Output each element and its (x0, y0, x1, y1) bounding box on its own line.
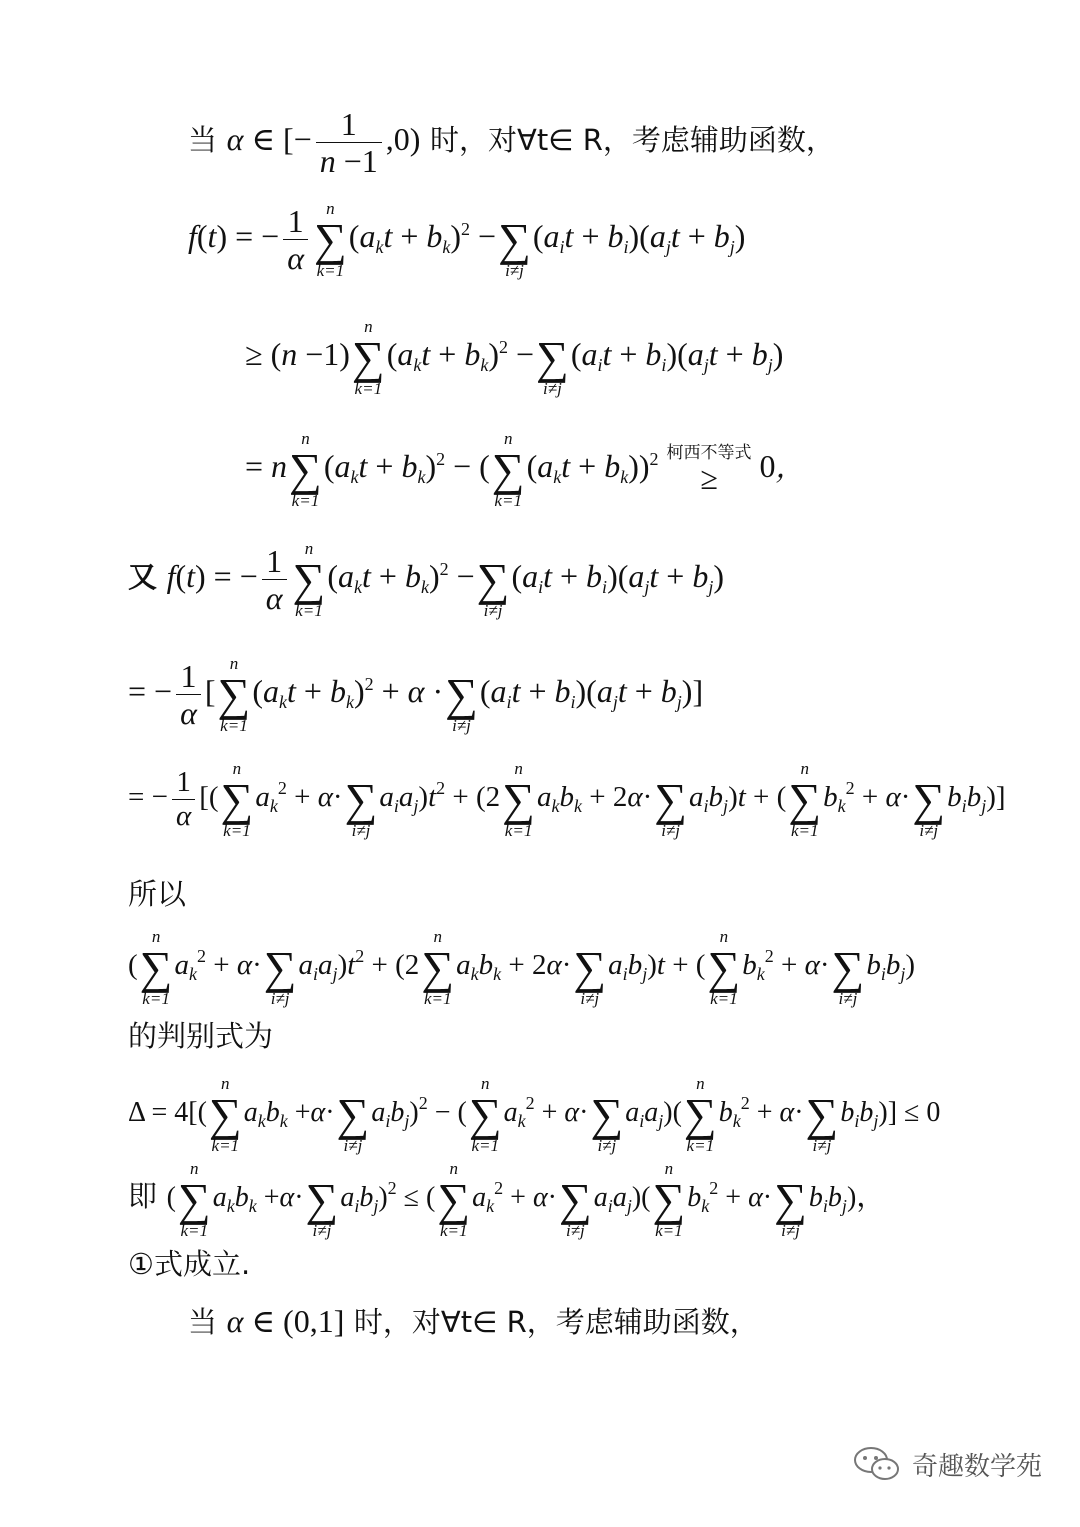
formula-quadratic: ( n ∑ k=1 $a_k^2 + \alpha\cdot$ ∑ i≠j $a_ia_j)t^2 + (2$ n ∑ k=1 $a_kb_k + 2\alpha\cdot$ ∑ i≠j $a_ib_j)t$ + ( n ∑ k=1 $b_k^2 + \alpha\cdot$ ∑ i≠j $b_ib_j$) (128, 927, 916, 1008)
line-5 (128, 540, 724, 619)
line-14-suffix: 时，对∀t∈ R，考虑辅助函数， (353, 1305, 759, 1339)
line-3 (245, 318, 783, 397)
watermark-text: 奇趣数学苑 (912, 1451, 1043, 1482)
line-5-prefix: 又 (128, 560, 158, 595)
formula-cauchy-step: = n n ∑ k=1 $(a_kt + b_k)^2$ − ( n ∑ k=1 $(a_kt + b_k))^2$ 柯西不等式 ≥ 0， (245, 429, 805, 510)
formula-f-definition: f(t) = − $\frac{1}{\alpha}$ n ∑ k=1 $(a_kt + b_k)^2$ − ∑ i≠j $(a_it + b_i)(a_jt + b_j)$ (188, 199, 746, 280)
line-11 (128, 1075, 940, 1154)
watermark (852, 1440, 1042, 1488)
line-9 (128, 928, 915, 1007)
formula-f-restated: f(t) = − $\frac{1}{\alpha}$ n ∑ k=1 $(a_kt + b_k)^2$ − ∑ i≠j $(a_it + b_i)(a_jt + b_j)$ (166, 539, 724, 620)
line-1-prefix: 当 (188, 122, 218, 157)
line-10: 的判别式为 (128, 1019, 274, 1053)
line-8: 所以 (128, 877, 187, 911)
line-12 (128, 1160, 885, 1239)
line-6 (128, 655, 703, 734)
line-2 (188, 200, 745, 279)
formula-factored: = − $\frac{1}{\alpha}$ [ n ∑ k=1 $(a_kt + b_k)^2 + \alpha$ · ∑ i≠j $(a_it + b_i)(a_jt + b_j)$] (128, 654, 704, 735)
formula-discriminant: Δ = 4[( n ∑ k=1 $a_kb_k +\alpha\cdot$ ∑ i≠j $a_ib_j)^2$ − ( n ∑ k=1 $a_k^2 + \alpha\cdot$ ∑ i≠j $a_ia_j$)( n ∑ k=1 $b_k^2 + \alpha\cdot$ ∑ i≠j $b_ib_j)] \le 0$ (128, 1074, 941, 1155)
line-14 (188, 1305, 759, 1338)
line-12-prefix: 即 (128, 1179, 158, 1214)
wechat-icon (852, 1444, 902, 1484)
line-1 (188, 108, 835, 177)
line-13: ①式成立. (128, 1247, 251, 1281)
line-14-prefix: 当 (188, 1305, 218, 1339)
alpha-range-2: α ∈ (0,1] (226, 1303, 345, 1339)
line-7 (128, 760, 1006, 839)
line-1-suffix: 时，对∀t∈ R，考虑辅助函数， (430, 122, 835, 157)
line-4 (245, 430, 805, 509)
formula-conclusion: ( n ∑ k=1 $a_kb_k +\alpha\cdot$ ∑ i≠j $a_ib_j)^2$ ≤ ( n ∑ k=1 $a_k^2 + \alpha\cdot$ ∑ i≠j $a_ia_j$)( n ∑ k=1 $b_k^2 + \alpha\cdot$ ∑ i≠j $b_ib_j$)， (166, 1159, 886, 1240)
formula-inequality-step: ≥ (n −1) n ∑ k=1 $(a_kt + b_k)^2$ − ∑ i≠j $(a_it + b_i)(a_jt + b_j)$ (245, 317, 784, 398)
formula-expanded: = − $\frac{1}{\alpha}$ [( n ∑ k=1 $a_k^2 + \alpha\cdot$ ∑ i≠j $a_ia_j)t^2 + (2$ n ∑ k=1 $a_kb_k + 2\alpha\cdot$ ∑ i≠j $a_ib_j)t$ + ( n ∑ k=1 $b_k^2 + \alpha\cdot$ ∑ i≠j $b_ib_j$)] (128, 759, 1006, 840)
alpha-range-1: α ∈ [− $\frac{1}{n -1}$ ,0) (226, 106, 421, 179)
cauchy-note: 柯西不等式 (666, 443, 752, 464)
